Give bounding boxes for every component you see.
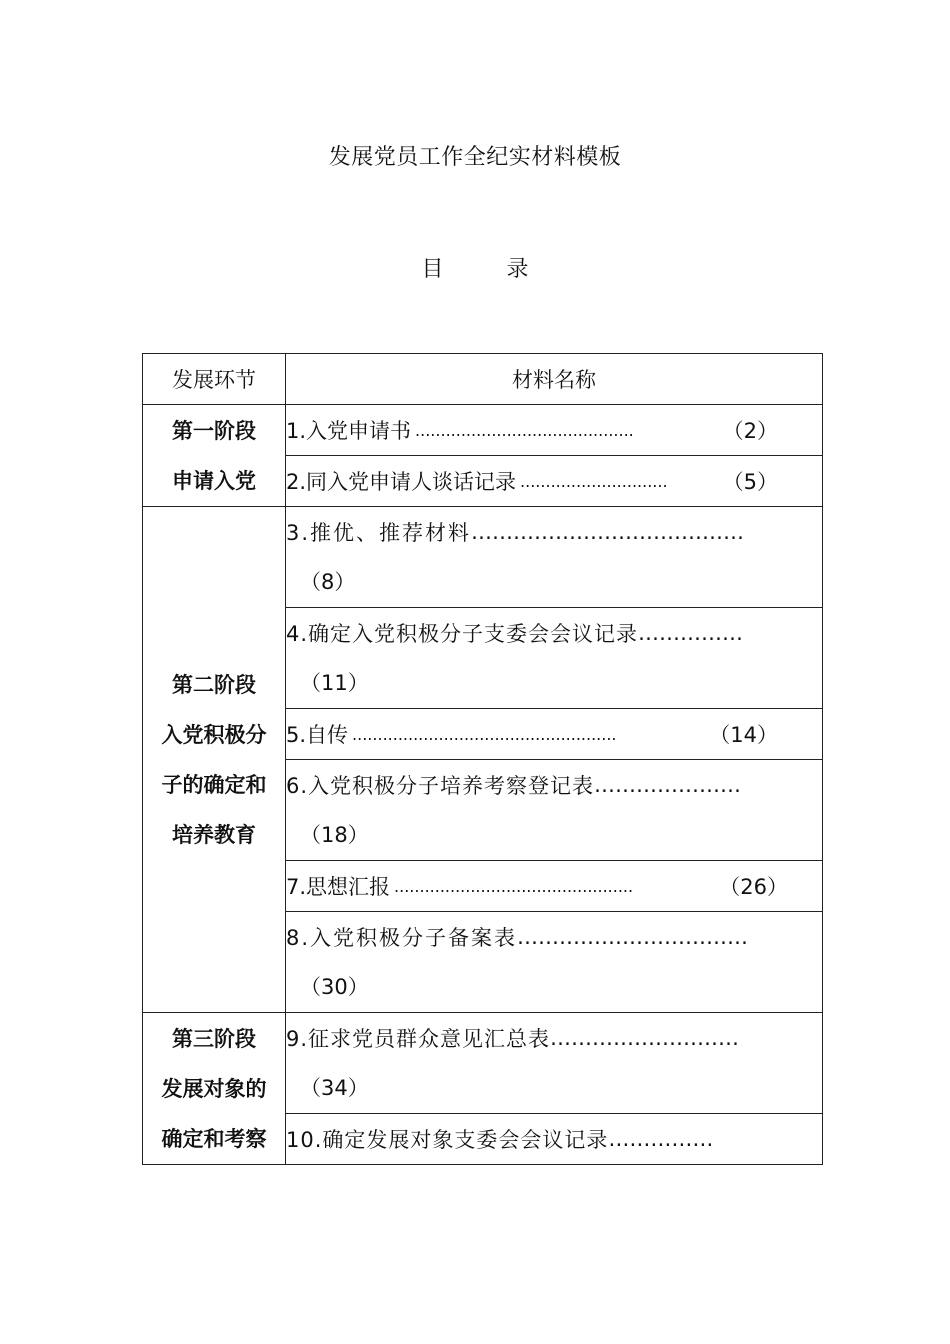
toc-item-name: 4.确定入党积极分子支委会会议记录: [286, 622, 639, 646]
toc-item-leader: ...............................................: [394, 876, 634, 896]
toc-item-8: [286, 912, 823, 1013]
header-material: 材料名称: [286, 354, 823, 405]
toc-item-page: （34）: [300, 1076, 369, 1100]
stage-1-cell: [143, 405, 286, 507]
toc-item-page: （30）: [300, 975, 369, 999]
toc-item-7: [286, 861, 823, 912]
toc-item-name: 9.征求党员群众意见汇总表: [286, 1027, 551, 1051]
toc-item-leader: .............................: [520, 471, 668, 491]
toc-table: [142, 353, 823, 1165]
toc-item-leader: …………………: [594, 773, 742, 797]
toc-item-name: 2.同入党申请人谈话记录: [286, 470, 517, 494]
stage-2-title: 第二阶段: [172, 672, 256, 697]
toc-item-leader: ....................................................: [352, 724, 617, 744]
toc-item-page: （26）: [719, 875, 788, 899]
toc-item-name: 1.入党申请书: [286, 419, 412, 443]
stage-2-subtitle-1: 入党积极分: [161, 722, 267, 747]
toc-item-leader: ……………………………: [517, 925, 749, 949]
stage-3-subtitle-1: 发展对象的: [161, 1076, 267, 1101]
toc-item-6: [286, 760, 823, 861]
toc-item-leader: ………………………: [550, 1026, 740, 1050]
toc-item-1: [286, 405, 823, 456]
toc-item-leader: ……………: [638, 621, 744, 645]
toc-item-page: （2）: [722, 419, 778, 443]
toc-item-name: 10.确定发展对象支委会会议记录: [286, 1128, 609, 1152]
toc-item-page: （18）: [300, 823, 369, 847]
toc-item-10: [286, 1114, 823, 1165]
stage-3-subtitle-2: 确定和考察: [161, 1126, 267, 1151]
toc-item-2: [286, 456, 823, 507]
stage-3-title: 第三阶段: [172, 1026, 256, 1051]
toc-item-4: [286, 608, 823, 709]
toc-item-leader: …………………………………: [471, 520, 745, 544]
table-row: [143, 507, 823, 608]
toc-item-3: [286, 507, 823, 608]
stage-2-subtitle-3: 培养教育: [172, 822, 256, 847]
toc-item-name: 5.自传: [286, 723, 349, 747]
toc-item-name: 7.思想汇报: [286, 875, 391, 899]
toc-item-leader: ...........................................: [415, 420, 634, 440]
stage-1-subtitle: 申请入党: [172, 468, 256, 493]
toc-item-name: 3.推优、推荐材料: [286, 521, 472, 545]
toc-item-9: [286, 1013, 823, 1114]
table-header-row: [143, 354, 823, 405]
toc-item-leader: ……………: [608, 1127, 714, 1151]
stage-3-cell: [143, 1013, 286, 1165]
toc-item-page: （5）: [722, 470, 778, 494]
toc-item-5: [286, 709, 823, 760]
toc-item-page: （11）: [300, 671, 369, 695]
table-row: [143, 405, 823, 456]
toc-item-name: 6.入党积极分子培养考察登记表: [286, 774, 595, 798]
stage-2-subtitle-2: 子的确定和: [161, 772, 267, 797]
toc-item-name: 8.入党积极分子备案表: [286, 926, 518, 950]
stage-1-title: 第一阶段: [172, 418, 256, 443]
stage-2-cell: [143, 507, 286, 1013]
document-title: 发展党员工作全纪实材料模板: [328, 145, 622, 170]
toc-item-page: （14）: [709, 723, 778, 747]
table-row: [143, 1013, 823, 1114]
header-stage: 发展环节: [143, 354, 286, 405]
toc-heading: 目 录: [421, 257, 557, 282]
toc-item-page: （8）: [300, 570, 356, 594]
